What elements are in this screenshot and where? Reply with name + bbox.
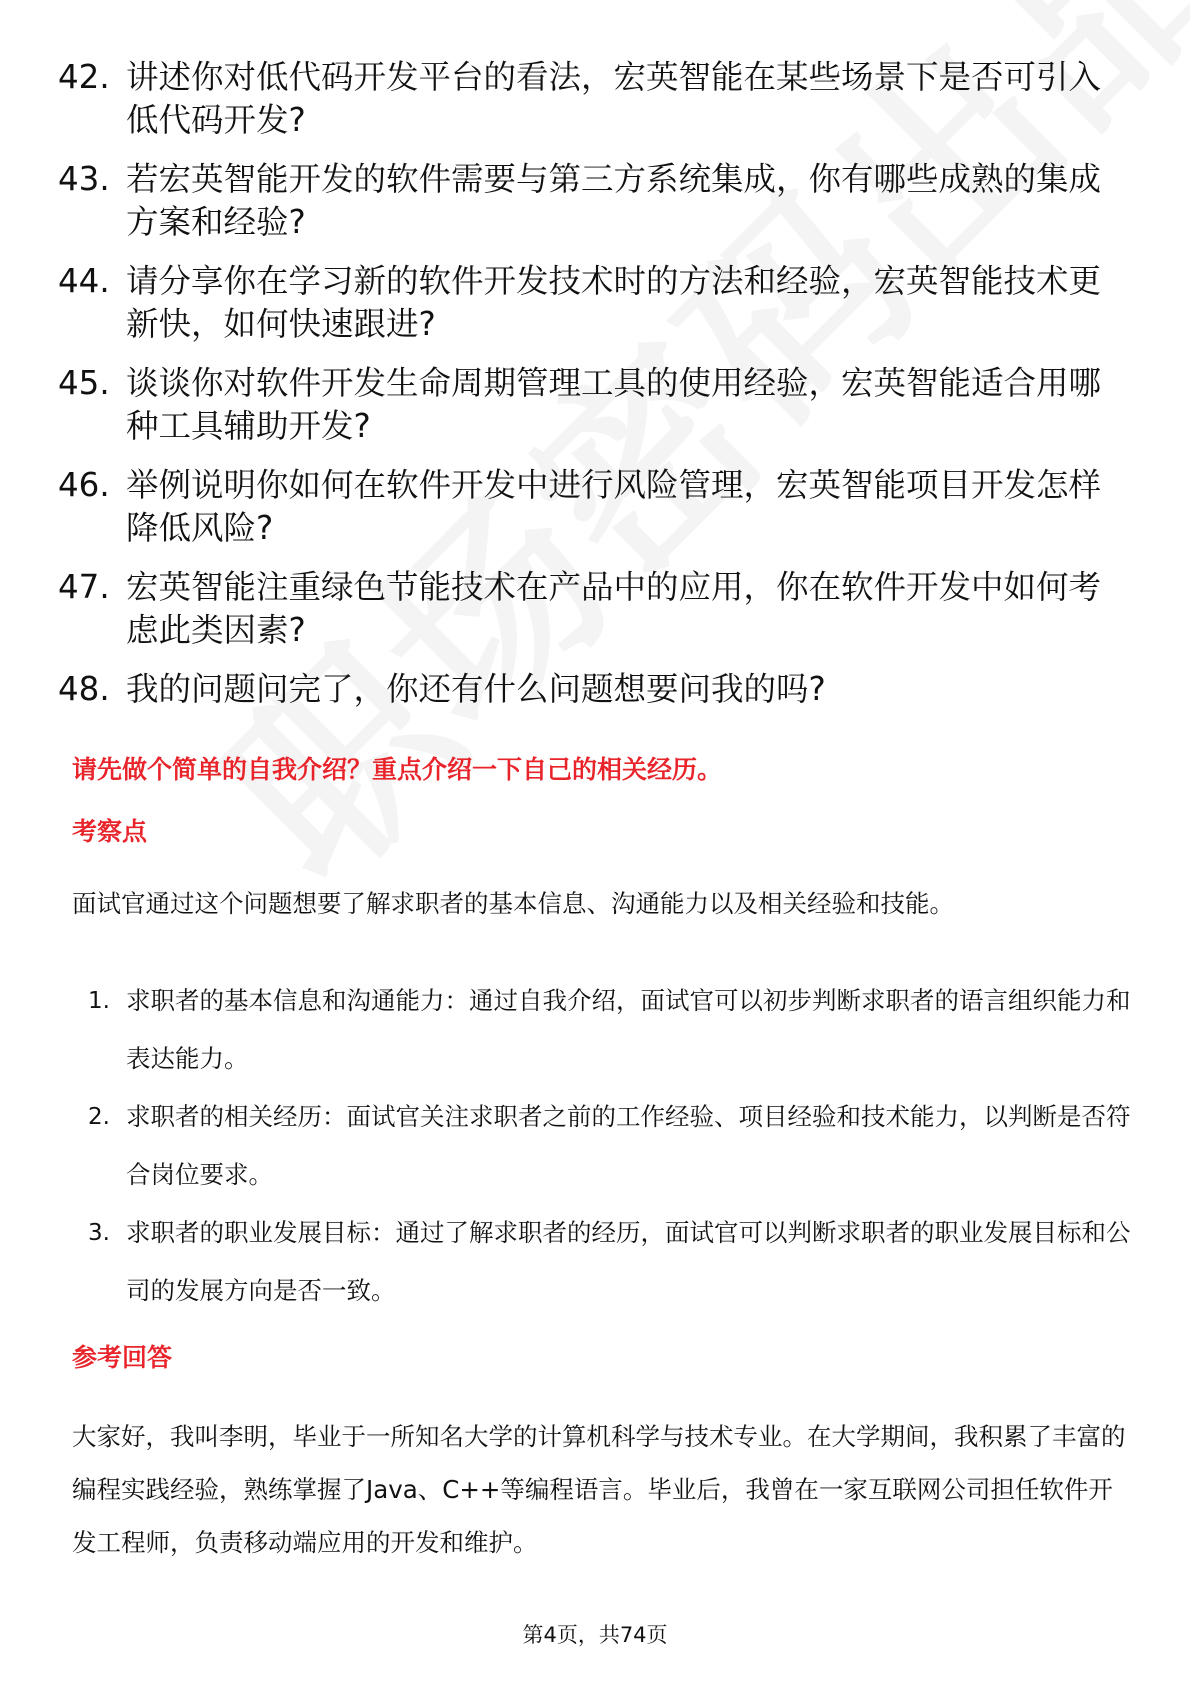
focus-point-number: 1. [88, 988, 110, 1014]
question-text: 我的问题问完了，你还有什么问题想要问我的吗? [126, 670, 826, 708]
focus-point-text: 求职者的基本信息和沟通能力：通过自我介绍，面试官可以初步判断求职者的语言组织能力和表达能力。 [126, 986, 1131, 1073]
highlight-question: 请先做个简单的自我介绍？重点介绍一下自己的相关经历。 [72, 755, 723, 784]
question-item [58, 56, 1128, 142]
question-text: 请分享你在学习新的软件开发技术时的方法和经验，宏英智能技术更新快，如何快速跟进? [126, 262, 1102, 343]
question-list [58, 56, 1128, 727]
focus-point [72, 1204, 1132, 1320]
answer-paragraph: 大家好，我叫李明，毕业于一所知名大学的计算机科学与技术专业。在大学期间，我积累了丰富的编程实践经验，熟练掌握了Java、C++等编程语言。毕业后，我曾在一家互联网公司担任软件开发工程师，负责移动端应用的开发和维护。 [72, 1422, 1126, 1557]
focus-point-text: 求职者的相关经历：面试官关注求职者之前的工作经验、项目经验和技术能力，以判断是否符合岗位要求。 [126, 1102, 1131, 1189]
page-footer: 第4页，共74页 [522, 1623, 668, 1647]
answer-section-title: 参考回答 [72, 1343, 173, 1372]
question-item [58, 362, 1128, 448]
question-item [58, 260, 1128, 346]
focus-point [72, 1088, 1132, 1204]
question-number: 42. [58, 58, 110, 96]
question-text: 宏英智能注重绿色节能技术在产品中的应用，你在软件开发中如何考虑此类因素? [126, 568, 1102, 649]
question-item [58, 566, 1128, 652]
focus-point-number: 2. [88, 1104, 110, 1130]
question-text: 举例说明你如何在软件开发中进行风险管理，宏英智能项目开发怎样降低风险? [126, 466, 1102, 547]
focus-point [72, 972, 1132, 1088]
focus-intro: 面试官通过这个问题想要了解求职者的基本信息、沟通能力以及相关经验和技能。 [72, 889, 954, 918]
question-number: 46. [58, 466, 110, 504]
focus-points-list [72, 972, 1132, 1320]
focus-point-number: 3. [88, 1220, 110, 1246]
question-text: 若宏英智能开发的软件需要与第三方系统集成，你有哪些成熟的集成方案和经验? [126, 160, 1102, 241]
question-item [58, 668, 1128, 711]
focus-point-text: 求职者的职业发展目标：通过了解求职者的经历，面试官可以判断求职者的职业发展目标和公司的发展方向是否一致。 [126, 1218, 1131, 1305]
question-number: 45. [58, 364, 110, 402]
question-item [58, 158, 1128, 244]
question-item [58, 464, 1128, 550]
question-number: 47. [58, 568, 110, 606]
question-text: 谈谈你对软件开发生命周期管理工具的使用经验，宏英智能适合用哪种工具辅助开发? [126, 364, 1102, 445]
question-text: 讲述你对低代码开发平台的看法，宏英智能在某些场景下是否可引入低代码开发? [126, 58, 1102, 139]
question-number: 44. [58, 262, 110, 300]
question-number: 43. [58, 160, 110, 198]
focus-section-title: 考察点 [72, 817, 148, 846]
question-number: 48. [58, 670, 110, 708]
